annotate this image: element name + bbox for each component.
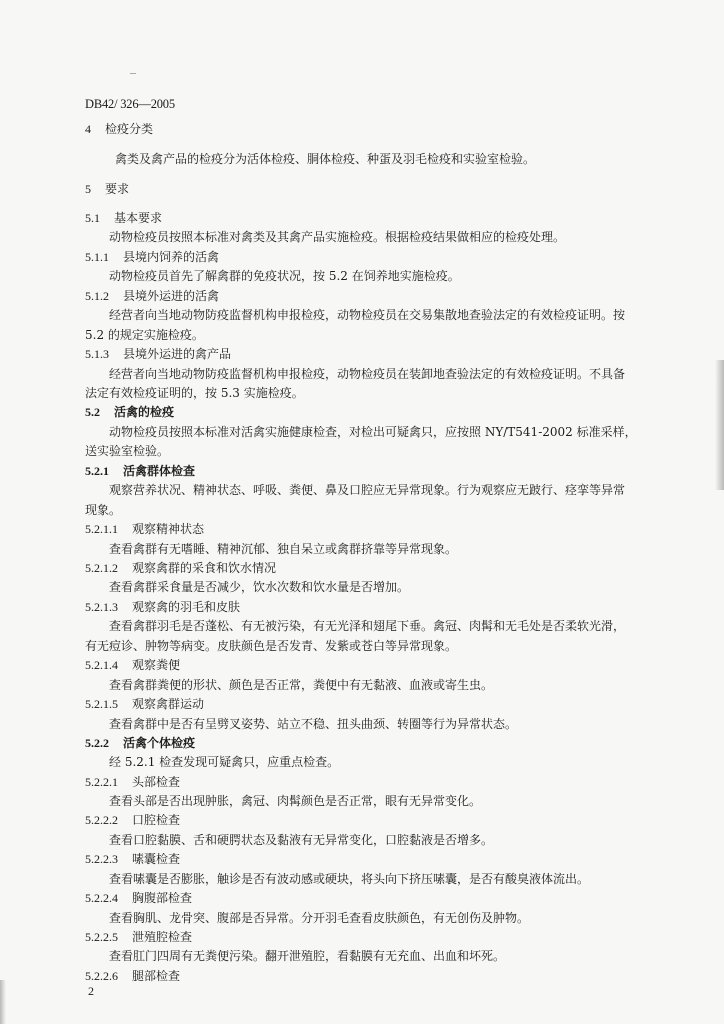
section-title: 腿部检查: [132, 969, 181, 983]
paragraph-line: 动物检疫员按照本标准对活禽实施健康检查，对检出可疑禽只，应按照 NY/T541-2002 标准采样，: [109, 425, 637, 439]
section-5-2-1-5-heading: [85, 696, 204, 712]
section-title: 县境外运进的禽产品: [123, 347, 232, 361]
section-5-2-2-4-heading: [85, 890, 192, 906]
section-title: 县境外运进的活禽: [123, 289, 220, 303]
paragraph: 查看头部是否出现肿胀，禽冠、肉髯颜色是否正常，眼有无异常变化。: [109, 794, 482, 808]
paragraph-line: 经营者向当地动物防疫监督机构申报检疫，动物检疫员在装卸地查验法定的有效检疫证明。不具备: [109, 367, 626, 381]
section-number: 5.2: [85, 405, 100, 419]
section-5-2-1-1-heading: [85, 521, 204, 537]
section-number: 5.2.1.3: [85, 600, 118, 614]
paragraph: 动物检疫员首先了解禽群的免疫状况，按 5.2 在饲养地实施检疫。: [109, 269, 460, 283]
section-title: 胸腹部检查: [132, 891, 193, 905]
section-5-2-2-2-heading: [85, 812, 180, 828]
section-title: 观察禽群的采食和饮水情况: [132, 561, 277, 575]
section-title: 口腔检查: [132, 813, 181, 827]
section-number: 5.2.1.4: [85, 658, 118, 672]
section-title: 嗉囊检查: [132, 852, 181, 866]
paragraph: 动物检疫员按照本标准对禽类及其禽产品实施检疫。根据检疫结果做相应的检疫处理。: [109, 230, 566, 244]
section-title: 基本要求: [114, 211, 163, 225]
section-number: 5.2.2.6: [85, 969, 118, 983]
paragraph-line: 现象。: [85, 503, 122, 517]
page-number: 2: [88, 984, 94, 998]
section-number: 5.2.2.1: [85, 775, 118, 789]
section-title: 检疫分类: [105, 122, 154, 136]
paragraph-line: 5.2 的规定实施检疫。: [85, 328, 204, 342]
section-title: 观察粪便: [132, 658, 181, 672]
section-5-2-2-heading: [85, 735, 195, 751]
paragraph-line: 观察营养状况、精神状态、呼吸、粪便、鼻及口腔应无异常现象。行为观察应无跛行、痉挛等异常: [109, 483, 626, 497]
section-title: 活禽的检疫: [114, 405, 175, 419]
section-5-1-heading: [85, 210, 162, 226]
section-number: 5.1.2: [85, 289, 109, 303]
section-number: 5.2.1.2: [85, 561, 118, 575]
document-code: DB42/ 326—2005: [85, 97, 175, 111]
section-5-2-1-2-heading: [85, 560, 276, 576]
section-5-2-2-3-heading: [85, 851, 180, 867]
paragraph-line: 查看禽群羽毛是否蓬松、有无被污染，有无光泽和翅尾下垂。禽冠、肉髯和无毛处是否柔软光滑，: [109, 619, 626, 633]
paragraph-line: 有无痘诊、肿物等病变。皮肤颜色是否发青、发紫或苍白等异常现象。: [85, 639, 458, 653]
section-number: 5.2.2.5: [85, 930, 118, 944]
paragraph: 经 5.2.1 检查发现可疑禽只，应重点检查。: [109, 755, 340, 769]
section-5-1-3-heading: [85, 346, 231, 362]
section-title: 县境内饲养的活禽: [123, 250, 220, 264]
paragraph: 查看禽群有无嗜睡、精神沉郁、独自呆立或禽群挤靠等异常现象。: [109, 542, 458, 556]
paragraph-line: 经营者向当地动物防疫监督机构申报检疫，动物检疫员在交易集散地查验法定的有效检疫证明。按: [109, 308, 626, 322]
scan-speck: [130, 73, 136, 74]
paragraph: 查看禽群采食量是否减少，饮水次数和饮水量是否增加。: [109, 580, 410, 594]
scan-edge-shadow: [715, 360, 724, 490]
paragraph: 查看口腔黏膜、舌和硬腭状态及黏液有无异常变化，口腔黏液是否增多。: [109, 833, 494, 847]
section-5-2-2-1-heading: [85, 774, 180, 790]
section-title: 观察禽的羽毛和皮肤: [132, 600, 241, 614]
paragraph: 禽类及禽产品的检疫分为活体检疫、胴体检疫、种蛋及羽毛检疫和实验室检验。: [115, 152, 536, 166]
section-number: 5.1: [85, 211, 100, 225]
section-number: 5: [85, 182, 91, 196]
section-4-heading: [85, 121, 153, 137]
section-5-2-2-5-heading: [85, 929, 192, 945]
section-title: 活禽群体检查: [123, 464, 196, 478]
section-5-1-1-heading: [85, 249, 219, 265]
paragraph: 查看胸肌、龙骨突、腹部是否异常。分开羽毛查看皮肤颜色，有无创伤及肿物。: [109, 911, 530, 925]
section-number: 4: [85, 122, 91, 136]
section-number: 5.2.1.5: [85, 697, 118, 711]
section-number: 5.2.2.3: [85, 852, 118, 866]
section-5-1-2-heading: [85, 288, 219, 304]
section-5-2-heading: [85, 404, 174, 420]
section-number: 5.2.1: [85, 464, 109, 478]
paragraph: 查看嗉囊是否膨胀，触诊是否有波动感或硬块，将头向下挤压嗉囊，是否有酸臭液体流出。: [109, 872, 590, 886]
section-number: 5.2.1.1: [85, 522, 118, 536]
section-number: 5.2.2: [85, 736, 109, 750]
paragraph-line: 法定有效检疫证明的，按 5.3 实施检疫。: [85, 386, 304, 400]
section-title: 要求: [105, 182, 130, 196]
section-number: 5.2.2.2: [85, 813, 118, 827]
section-5-2-1-3-heading: [85, 599, 240, 615]
section-title: 泄殖腔检查: [132, 930, 193, 944]
paragraph: 查看禽群粪便的形状、颜色是否正常，粪便中有无黏液、血液或寄生虫。: [109, 678, 494, 692]
paragraph: 查看肛门四周有无粪便污染。翻开泄殖腔，看黏膜有无充血、出血和坏死。: [109, 949, 506, 963]
section-number: 5.2.2.4: [85, 891, 118, 905]
section-number: 5.1.3: [85, 347, 109, 361]
section-5-2-1-4-heading: [85, 657, 180, 673]
section-5-heading: [85, 181, 129, 197]
scan-edge-shadow: [0, 980, 6, 1024]
section-title: 观察禽群运动: [132, 697, 205, 711]
section-title: 头部检查: [132, 775, 181, 789]
paragraph: 查看禽群中是否有呈劈叉姿势、站立不稳、扭头曲颈、转圈等行为异常状态。: [109, 717, 518, 731]
section-5-2-2-6-heading: [85, 968, 180, 984]
section-title: 观察精神状态: [132, 522, 205, 536]
paragraph-line: 送实验室检验。: [85, 444, 170, 458]
section-title: 活禽个体检疫: [123, 736, 196, 750]
section-number: 5.1.1: [85, 250, 109, 264]
section-5-2-1-heading: [85, 463, 195, 479]
